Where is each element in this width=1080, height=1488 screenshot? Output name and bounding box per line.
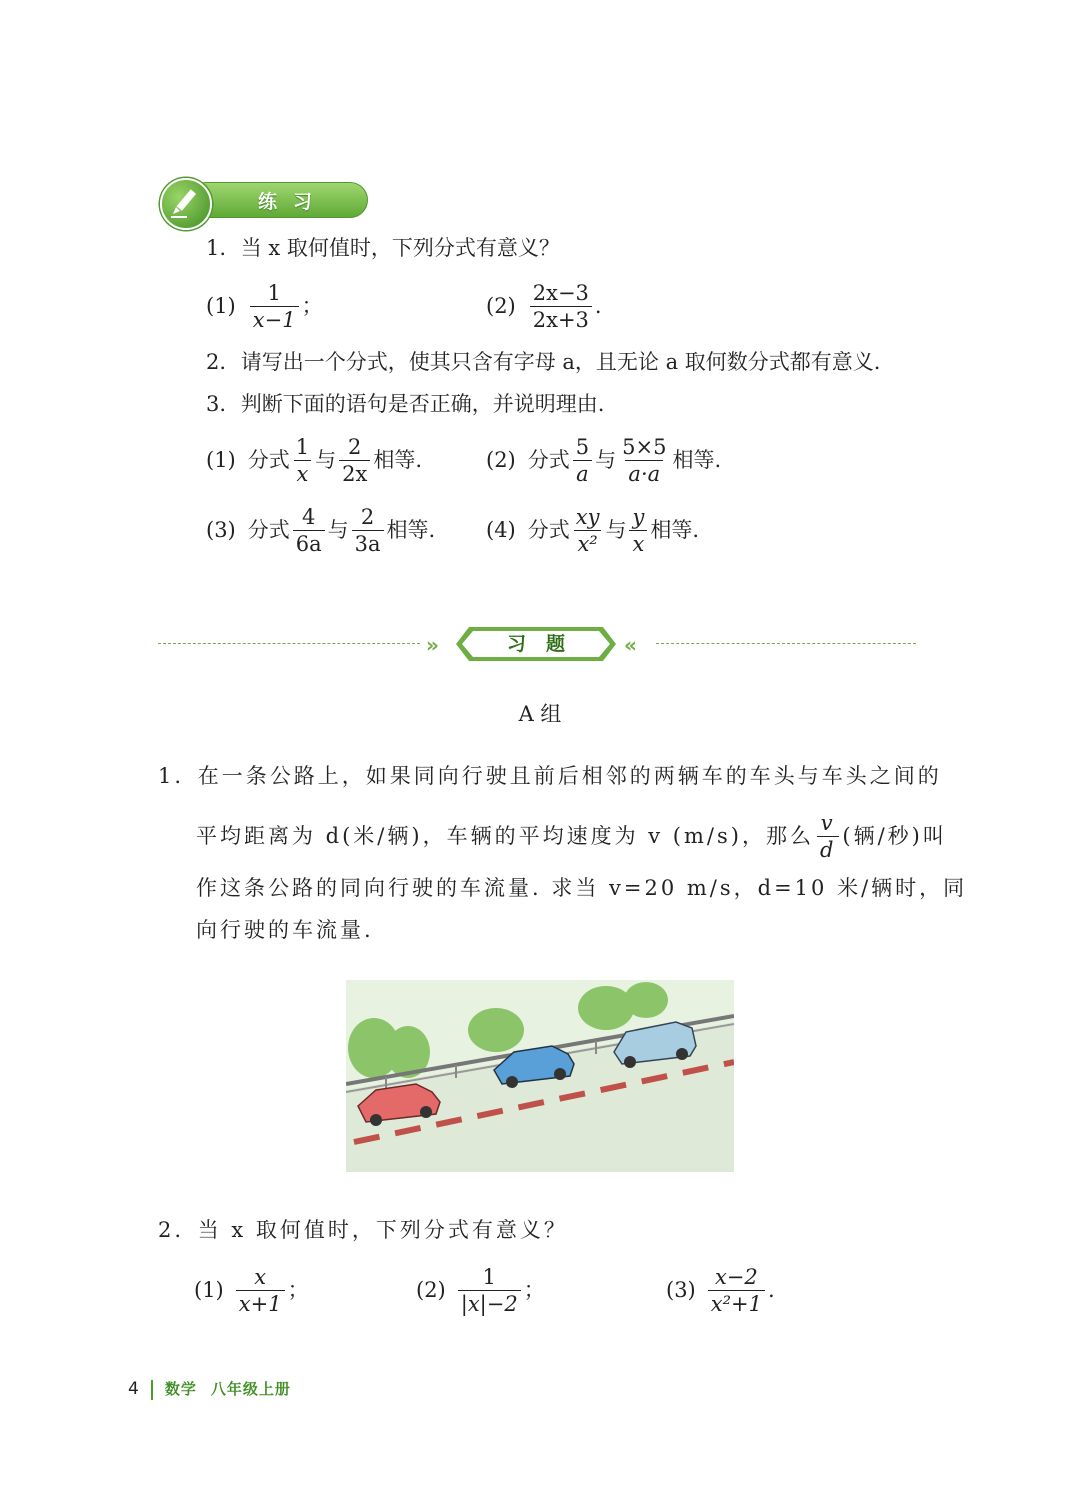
numerator: 1	[267, 281, 281, 305]
practice-title: 练习	[258, 191, 329, 213]
part-text: 与	[315, 448, 337, 473]
question-number: 2.	[158, 1218, 185, 1242]
pencil-icon	[160, 178, 212, 230]
part-text: 与	[327, 518, 349, 543]
group-title: A 组	[518, 702, 562, 726]
part-text: 相等.	[672, 448, 722, 473]
punctuation: ；	[301, 294, 323, 319]
part-text: 相等.	[386, 518, 436, 543]
punctuation: ；	[523, 1278, 545, 1303]
denominator: |x|−2	[458, 1290, 521, 1315]
fraction	[293, 436, 312, 485]
denominator: x²	[574, 530, 600, 555]
question-text: 请写出一个分式，使其只含有字母 a，且无论 a 取何数分式都有意义.	[240, 350, 881, 374]
practice-q3-part2	[486, 436, 721, 485]
practice-q2	[206, 352, 880, 373]
numerator: 2	[348, 435, 362, 459]
part-label: (1)	[206, 448, 236, 473]
numerator: 2x−3	[532, 281, 589, 305]
chevron-right-icon: »	[426, 633, 439, 657]
denominator: x+1	[236, 1290, 285, 1315]
exercise-q2-part1	[194, 1266, 309, 1315]
numerator: 4	[302, 505, 316, 529]
fraction	[250, 282, 299, 331]
punctuation: .	[767, 1278, 775, 1303]
question-text: 判断下面的语句是否正确，并说明理由.	[240, 392, 605, 416]
numerator: xy	[575, 505, 600, 529]
question-number: 1.	[206, 236, 227, 260]
practice-header	[158, 178, 370, 222]
fraction	[708, 1266, 765, 1315]
denominator: 3a	[352, 530, 384, 555]
part-label: (3)	[666, 1278, 696, 1303]
punctuation: .	[594, 294, 602, 319]
denominator: x	[629, 530, 647, 555]
part-label: (1)	[194, 1278, 224, 1303]
question-number: 3.	[206, 392, 227, 416]
part-label: (1)	[206, 294, 236, 319]
part-label: (2)	[416, 1278, 446, 1303]
fraction	[629, 506, 647, 555]
numerator: 5	[575, 435, 590, 459]
part-text: 分式	[527, 448, 570, 473]
fraction	[236, 1266, 285, 1315]
denominator: 2x+3	[530, 306, 592, 331]
question-text: 在一条公路上，如果同向行驶且前后相邻的两辆车的车头与车头之间的	[197, 764, 942, 788]
part-label: (4)	[486, 518, 516, 543]
practice-q3	[206, 394, 604, 415]
traffic-illustration	[346, 980, 734, 1172]
denominator: 6a	[293, 530, 325, 555]
practice-q1-part1	[206, 282, 323, 331]
footer-divider	[151, 1380, 153, 1400]
part-label: (3)	[206, 518, 236, 543]
part-label: (2)	[486, 294, 516, 319]
denominator: a·a	[625, 460, 663, 485]
part-text: 分式	[247, 448, 290, 473]
part-text: 分式	[247, 518, 290, 543]
denominator: 2x	[339, 460, 370, 485]
denominator: d	[817, 836, 839, 861]
exercise-q2-stem	[158, 1220, 568, 1241]
fraction	[352, 506, 384, 555]
divider-right	[656, 643, 916, 644]
fraction	[458, 1266, 521, 1315]
part-text: 相等.	[373, 448, 423, 473]
practice-q3-part4	[486, 506, 699, 555]
question-text: (辆/秒)叫	[842, 824, 947, 849]
part-text: 与	[605, 518, 627, 543]
numerator: x−2	[714, 1265, 758, 1289]
practice-q3-part3	[206, 506, 435, 555]
denominator: x−1	[250, 306, 299, 331]
page-footer	[128, 1378, 291, 1400]
fraction	[619, 436, 669, 485]
exercise-title: 习题	[506, 633, 585, 655]
question-text: 平均距离为 d(米/辆)，车辆的平均速度为 v (m/s)，那么	[196, 824, 814, 849]
exercise-q2-part3	[666, 1266, 775, 1315]
question-number: 2.	[206, 350, 227, 374]
question-text: 当 x 取何值时，下列分式有意义？	[240, 236, 560, 260]
numerator: x	[254, 1265, 267, 1289]
question-number: 1.	[158, 764, 185, 788]
exercise-q1-line3: 作这条公路的同向行驶的车流量. 求当 v=20 m/s，d=10 米/辆时，同	[196, 876, 968, 900]
exercise-badge	[455, 626, 617, 662]
numerator: 2	[360, 505, 375, 529]
divider-left	[158, 643, 420, 644]
practice-q1-stem	[206, 238, 560, 259]
denominator: x²+1	[708, 1290, 765, 1315]
book-grade: 八年级上册	[210, 1380, 291, 1398]
part-text: 相等.	[650, 518, 700, 543]
practice-q1-part2	[486, 282, 602, 331]
exercise-q1-line2	[196, 812, 947, 861]
exercise-q2-part2	[416, 1266, 545, 1315]
fraction	[339, 436, 370, 485]
numerator: 1	[295, 435, 310, 459]
fraction	[530, 282, 592, 331]
part-label: (2)	[486, 448, 516, 473]
fraction	[817, 812, 839, 861]
fraction	[293, 506, 325, 555]
fraction	[573, 506, 603, 555]
question-text: 当 x 取何值时，下列分式有意义？	[197, 1218, 568, 1242]
fraction	[573, 436, 592, 485]
numerator: 5×5	[622, 435, 667, 459]
exercise-q1-line4: 向行驶的车流量.	[196, 918, 374, 942]
numerator: 1	[482, 1265, 496, 1289]
part-text: 与	[595, 448, 617, 473]
numerator: y	[632, 505, 645, 529]
numerator: v	[820, 811, 836, 835]
page-number: 4	[128, 1379, 139, 1399]
punctuation: ；	[287, 1278, 309, 1303]
denominator: a	[573, 460, 592, 485]
book-title: 数学	[164, 1380, 197, 1398]
practice-q3-part1	[206, 436, 422, 485]
part-text: 分式	[527, 518, 570, 543]
denominator: x	[294, 460, 312, 485]
exercise-q1-line1	[158, 766, 942, 787]
chevron-left-icon: «	[624, 633, 637, 657]
